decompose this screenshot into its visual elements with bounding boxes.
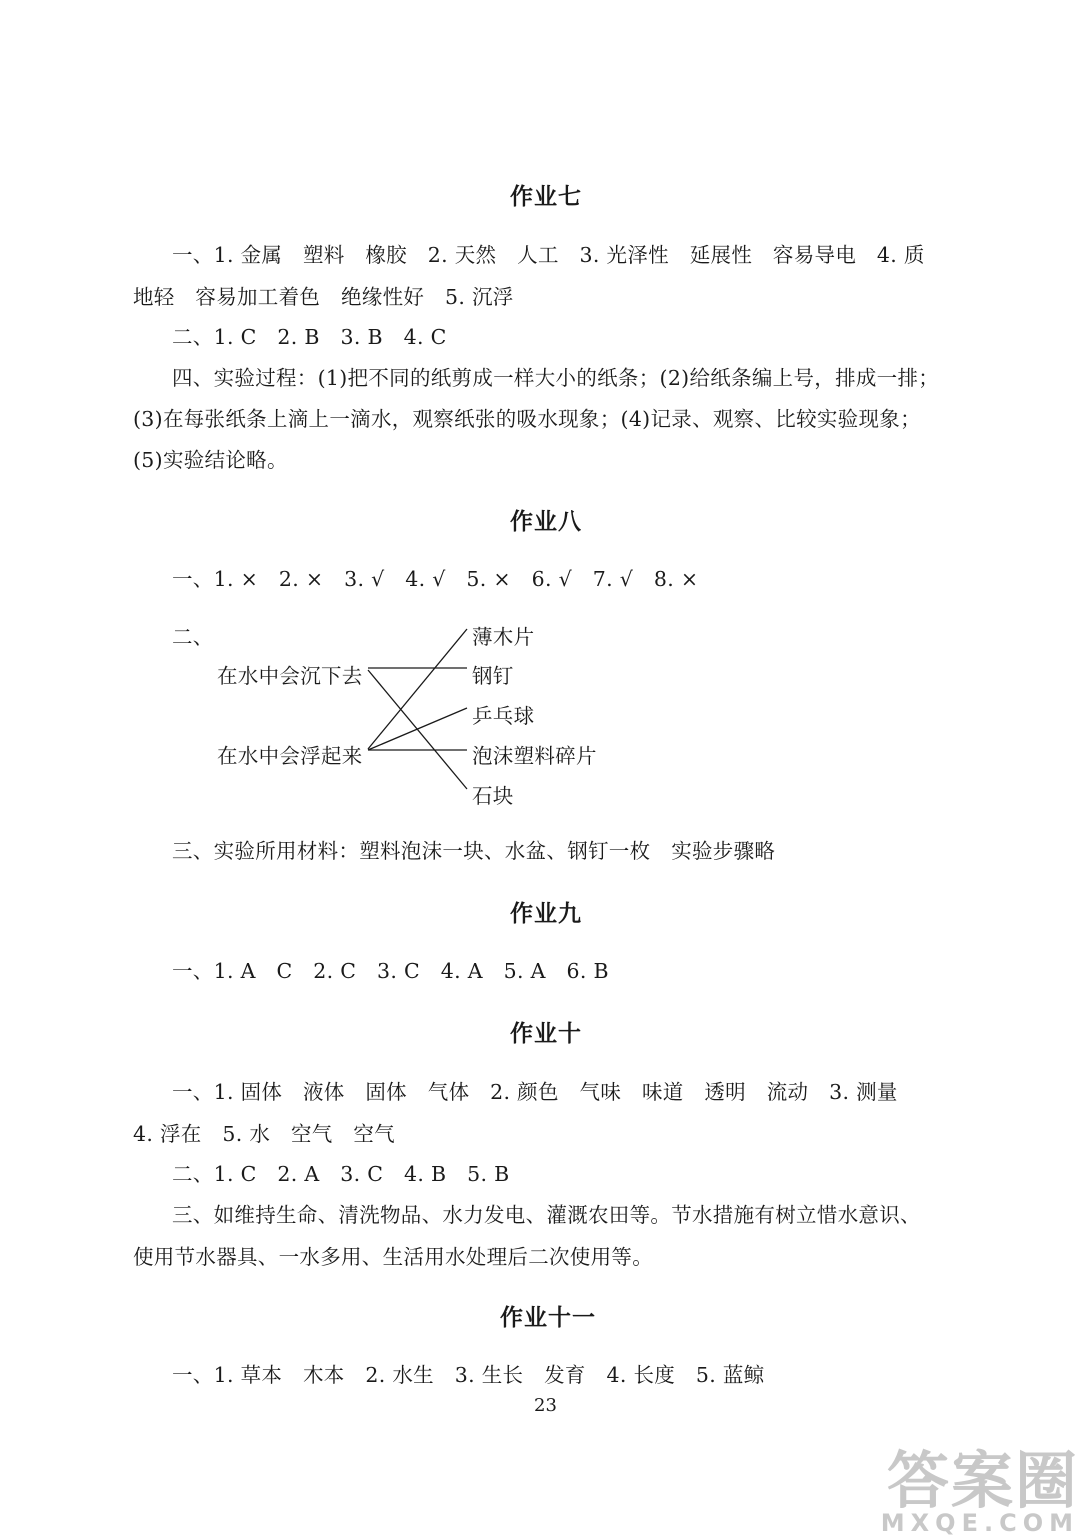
answer-line: 四、实验过程：(1)把不同的纸剪成一样大小的纸条；(2)给纸条编上号，排成一排； bbox=[172, 366, 940, 390]
answer-line: 三、实验所用材料：塑料泡沫一块、水盆、钢钉一枚 实验步骤略 bbox=[172, 839, 776, 863]
answer-line: 使用节水器具、一水多用、生活用水处理后二次使用等。 bbox=[133, 1245, 653, 1269]
section-title: 作业八 bbox=[510, 509, 582, 535]
section-title: 作业九 bbox=[510, 901, 582, 927]
watermark-text: 答案圈 bbox=[886, 1444, 1079, 1517]
page-number: 23 bbox=[534, 1395, 557, 1416]
matching-left-item: 在水中会沉下去 bbox=[217, 664, 363, 688]
answer-line: 三、如维持生命、清洗物品、水力发电、灌溉农田等。节水措施有树立惜水意识、 bbox=[172, 1203, 921, 1227]
answer-line: 地轻 容易加工着色 绝缘性好 5. 沉浮 bbox=[133, 285, 514, 309]
matching-right-item: 钢钉 bbox=[472, 664, 514, 688]
match-line bbox=[368, 629, 467, 749]
answer-line: 一、1. 金属 塑料 橡胶 2. 天然 人工 3. 光泽性 延展性 容易导电 4. 质 bbox=[172, 243, 925, 267]
answer-line: 一、1. 草本 木本 2. 水生 3. 生长 发育 4. 长度 5. 蓝鲸 bbox=[172, 1363, 765, 1387]
matching-prefix: 二、 bbox=[172, 625, 214, 649]
answer-line: 一、1. 固体 液体 固体 气体 2. 颜色 气味 味道 透明 流动 3. 测量 bbox=[172, 1080, 898, 1104]
answer-line: (3)在每张纸条上滴上一滴水，观察纸张的吸水现象；(4)记录、观察、比较实验现象； bbox=[133, 407, 921, 431]
answer-line: 一、1. A C 2. C 3. C 4. A 5. A 6. B bbox=[172, 959, 609, 983]
matching-left-item: 在水中会浮起来 bbox=[217, 744, 363, 768]
watermark-url: MXQE.COM bbox=[880, 1509, 1079, 1537]
matching-right-item: 石块 bbox=[472, 784, 514, 808]
watermark-logo bbox=[880, 1444, 1079, 1537]
section-title: 作业十一 bbox=[500, 1305, 596, 1331]
matching-right-item: 乒乓球 bbox=[472, 704, 535, 728]
section-title: 作业十 bbox=[510, 1021, 582, 1047]
answer-line: 二、1. C 2. A 3. C 4. B 5. B bbox=[172, 1162, 510, 1186]
section-title: 作业七 bbox=[510, 184, 582, 210]
answer-line: 二、1. C 2. B 3. B 4. C bbox=[172, 325, 447, 349]
answer-line: 4. 浮在 5. 水 空气 空气 bbox=[133, 1122, 395, 1146]
matching-right-item: 薄木片 bbox=[472, 625, 535, 649]
match-line bbox=[368, 708, 467, 750]
answer-line: 一、1. × 2. × 3. √ 4. √ 5. × 6. √ 7. √ 8. × bbox=[172, 567, 699, 591]
answer-line: (5)实验结论略。 bbox=[133, 448, 288, 472]
matching-right-item: 泡沫塑料碎片 bbox=[472, 744, 597, 768]
